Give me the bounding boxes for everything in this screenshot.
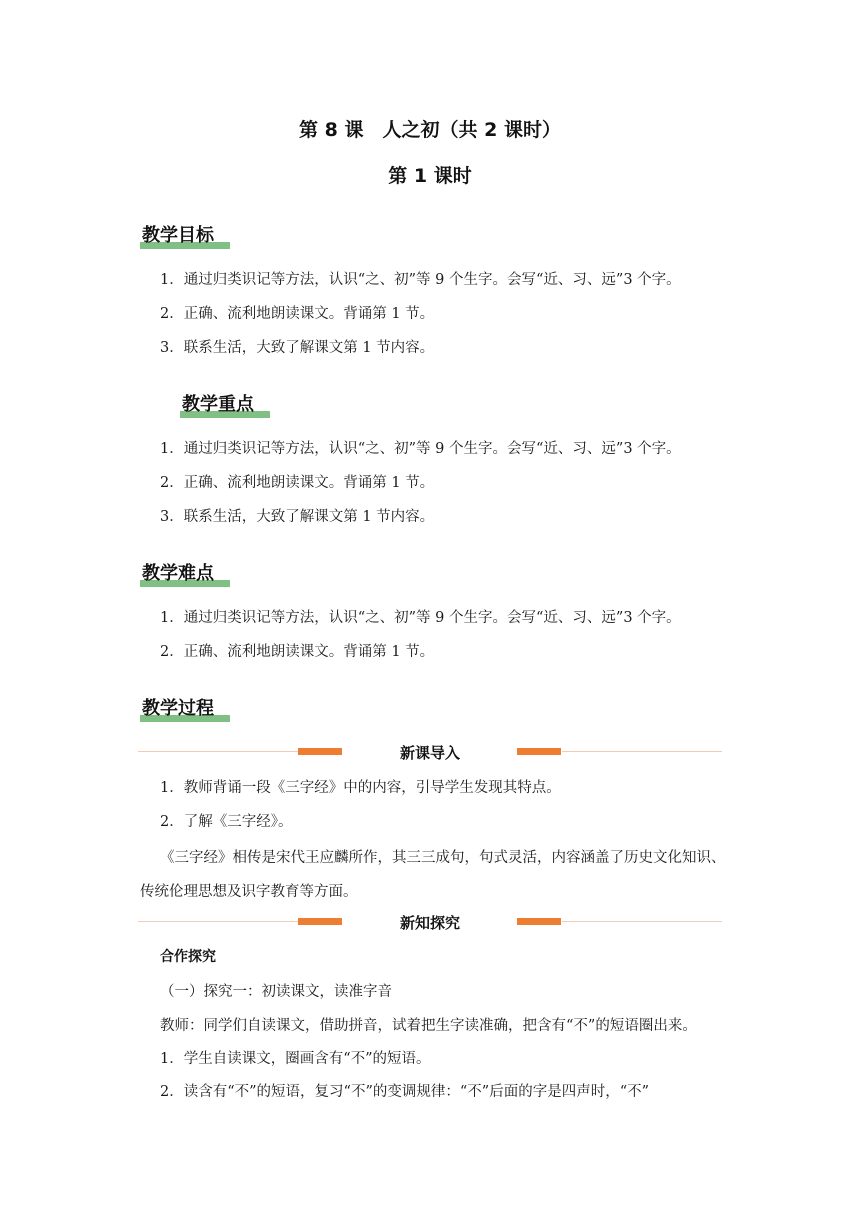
difficulty-item: 2．正确、流利地朗读课文。背诵第 1 节。 bbox=[160, 644, 435, 660]
divider-title: 新课导入 bbox=[399, 744, 460, 762]
key-point-item: 2．正确、流利地朗读课文。背诵第 1 节。 bbox=[160, 475, 435, 491]
objective-item: 1．通过归类识记等方法，认识“之、初”等 9 个生字。会写“近、习、远”3 个字。 bbox=[160, 272, 681, 288]
objective-item: 3．联系生活，大致了解课文第 1 节内容。 bbox=[160, 340, 435, 356]
lesson-subtitle: 第 1 课时 bbox=[388, 165, 472, 187]
explore-divider bbox=[138, 912, 722, 932]
divider-title: 新知探究 bbox=[399, 914, 460, 932]
section-key-points-heading bbox=[180, 388, 272, 418]
intro-paragraph-line: 《三字经》相传是宋代王应麟所作，其三三成句，句式灵活，内容涵盖了历史文化知识、 bbox=[160, 850, 726, 866]
teacher-instruction: 教师：同学们自读课文，借助拼音，试着把生字读准确，把含有“不”的短语圈出来。 bbox=[160, 1018, 697, 1034]
divider-block bbox=[517, 918, 561, 925]
divider-rule bbox=[562, 921, 722, 922]
explore-item: 2．读含有“不”的短语，复习“不”的变调规律：“不”后面的字是四声时，“不” bbox=[160, 1084, 650, 1100]
section-objectives-heading bbox=[140, 219, 232, 249]
difficulty-item: 1．通过归类识记等方法，认识“之、初”等 9 个生字。会写“近、习、远”3 个字。 bbox=[160, 610, 681, 626]
objective-item: 2．正确、流利地朗读课文。背诵第 1 节。 bbox=[160, 306, 435, 322]
intro-item: 2．了解《三字经》。 bbox=[160, 814, 293, 830]
key-point-item: 1．通过归类识记等方法，认识“之、初”等 9 个生字。会写“近、习、远”3 个字。 bbox=[160, 441, 681, 457]
explore-step: （一）探究一：初读课文，读准字音 bbox=[160, 984, 392, 1000]
intro-item: 1．教师背诵一段《三字经》中的内容，引导学生发现其特点。 bbox=[160, 780, 561, 796]
section-heading-label: 教学难点 bbox=[142, 563, 214, 584]
intro-divider bbox=[138, 742, 722, 762]
divider-rule bbox=[562, 751, 722, 752]
section-difficulties-heading bbox=[140, 557, 232, 587]
explore-item: 1．学生自读课文，圈画含有“不”的短语。 bbox=[160, 1051, 431, 1067]
section-heading-label: 教学过程 bbox=[142, 698, 214, 719]
section-heading-label: 教学目标 bbox=[142, 225, 214, 246]
subheading-cooperative-inquiry: 合作探究 bbox=[160, 949, 216, 965]
section-heading-label: 教学重点 bbox=[182, 394, 254, 415]
key-point-item: 3．联系生活，大致了解课文第 1 节内容。 bbox=[160, 509, 435, 525]
divider-block bbox=[517, 748, 561, 755]
section-process-heading bbox=[140, 692, 232, 722]
intro-paragraph-line: 传统伦理思想及识字教育等方面。 bbox=[140, 884, 358, 900]
lesson-title: 第 8 课 人之初（共 2 课时） bbox=[299, 119, 561, 141]
